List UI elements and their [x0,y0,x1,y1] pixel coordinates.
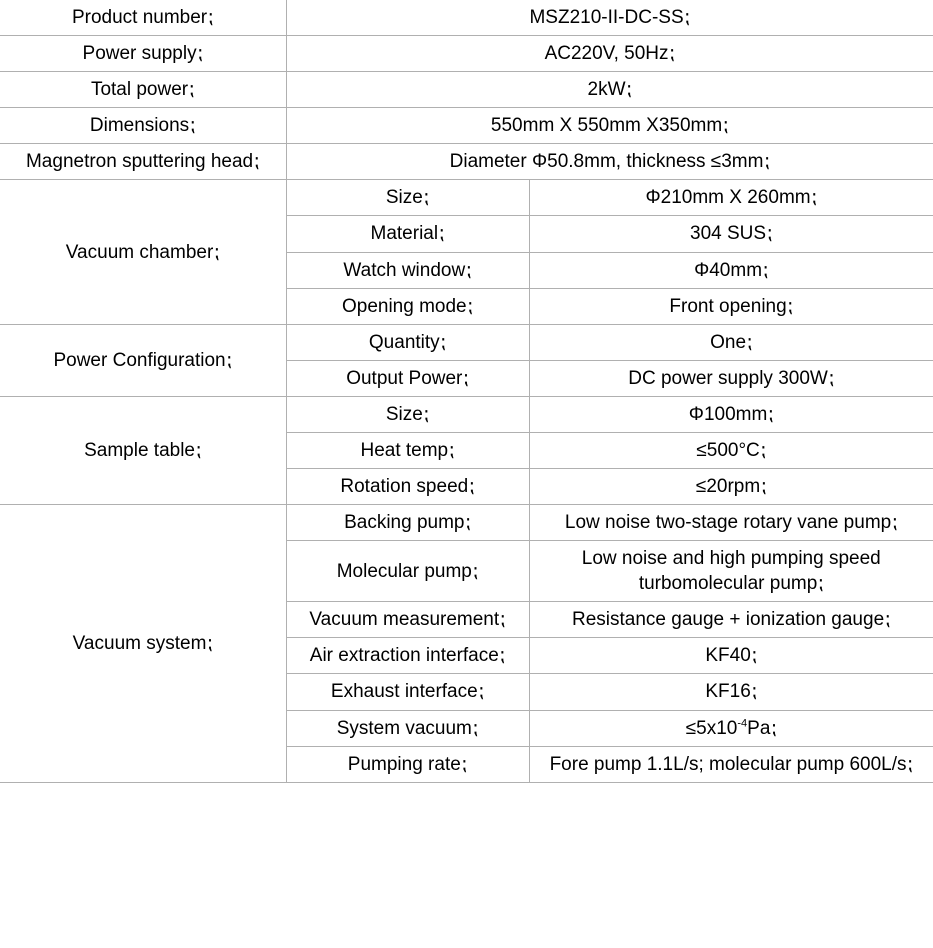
row-sublabel: Material⁏ [286,216,529,252]
group-label-sample-table: Sample table⁏ [0,396,286,504]
group-label-power-configuration: Power Configuration⁏ [0,324,286,396]
table-row [0,36,933,72]
row-value-text: Low noise and high pumping speed turbomolecular pump⁏ [581,548,881,595]
row-value: One⁏ [529,324,933,360]
row-sublabel: Rotation speed⁏ [286,469,529,505]
row-label: Magnetron sputtering head⁏ [0,144,286,180]
row-value: MSZ210-II-DC-SS⁏ [286,0,933,36]
row-sublabel: Opening mode⁏ [286,288,529,324]
row-sublabel: Output Power⁏ [286,360,529,396]
value-exponent: -4 [737,717,748,730]
row-value: Diameter Φ50.8mm, thickness ≤3mm⁏ [286,144,933,180]
group-label-vacuum-chamber: Vacuum chamber⁏ [0,180,286,324]
table-row [0,396,933,432]
row-sublabel: Air extraction interface⁏ [286,638,529,674]
row-sublabel: Quantity⁏ [286,324,529,360]
row-sublabel: Watch window⁏ [286,252,529,288]
row-sublabel: Heat temp⁏ [286,432,529,468]
row-sublabel: Size⁏ [286,396,529,432]
table-row [0,72,933,108]
row-label: Power supply⁏ [0,36,286,72]
row-value-system-vacuum [529,710,933,746]
table-row [0,144,933,180]
row-value: Fore pump 1.1L/s; molecular pump 600L/s⁏ [529,746,933,782]
value-suffix: Pa⁏ [747,717,777,739]
table-row [0,505,933,541]
table-row [0,108,933,144]
table-row [0,324,933,360]
row-value: 550mm X 550mm X350mm⁏ [286,108,933,144]
row-value [529,541,933,602]
row-value: 304 SUS⁏ [529,216,933,252]
group-label-vacuum-system: Vacuum system⁏ [0,505,286,783]
table-row [0,180,933,216]
row-sublabel: Vacuum measurement⁏ [286,602,529,638]
row-value: Φ210mm X 260mm⁏ [529,180,933,216]
row-value: Resistance gauge + ionization gauge⁏ [529,602,933,638]
table-row [0,0,933,36]
row-label: Total power⁏ [0,72,286,108]
row-value: Low noise two-stage rotary vane pump⁏ [529,505,933,541]
value-prefix: ≤5x10 [685,717,738,739]
row-sublabel: Pumping rate⁏ [286,746,529,782]
row-value: Φ40mm⁏ [529,252,933,288]
row-value: AC220V, 50Hz⁏ [286,36,933,72]
row-sublabel: Molecular pump⁏ [286,541,529,602]
row-value: DC power supply 300W⁏ [529,360,933,396]
row-sublabel: Size⁏ [286,180,529,216]
row-value: KF40⁏ [529,638,933,674]
row-value: 2kW⁏ [286,72,933,108]
row-sublabel: Exhaust interface⁏ [286,674,529,710]
row-value: Φ100mm⁏ [529,396,933,432]
row-sublabel: System vacuum⁏ [286,710,529,746]
row-value: KF16⁏ [529,674,933,710]
row-sublabel: Backing pump⁏ [286,505,529,541]
row-label: Dimensions⁏ [0,108,286,144]
row-value: ≤500°C⁏ [529,432,933,468]
row-value: Front opening⁏ [529,288,933,324]
row-value: ≤20rpm⁏ [529,469,933,505]
row-label: Product number⁏ [0,0,286,36]
